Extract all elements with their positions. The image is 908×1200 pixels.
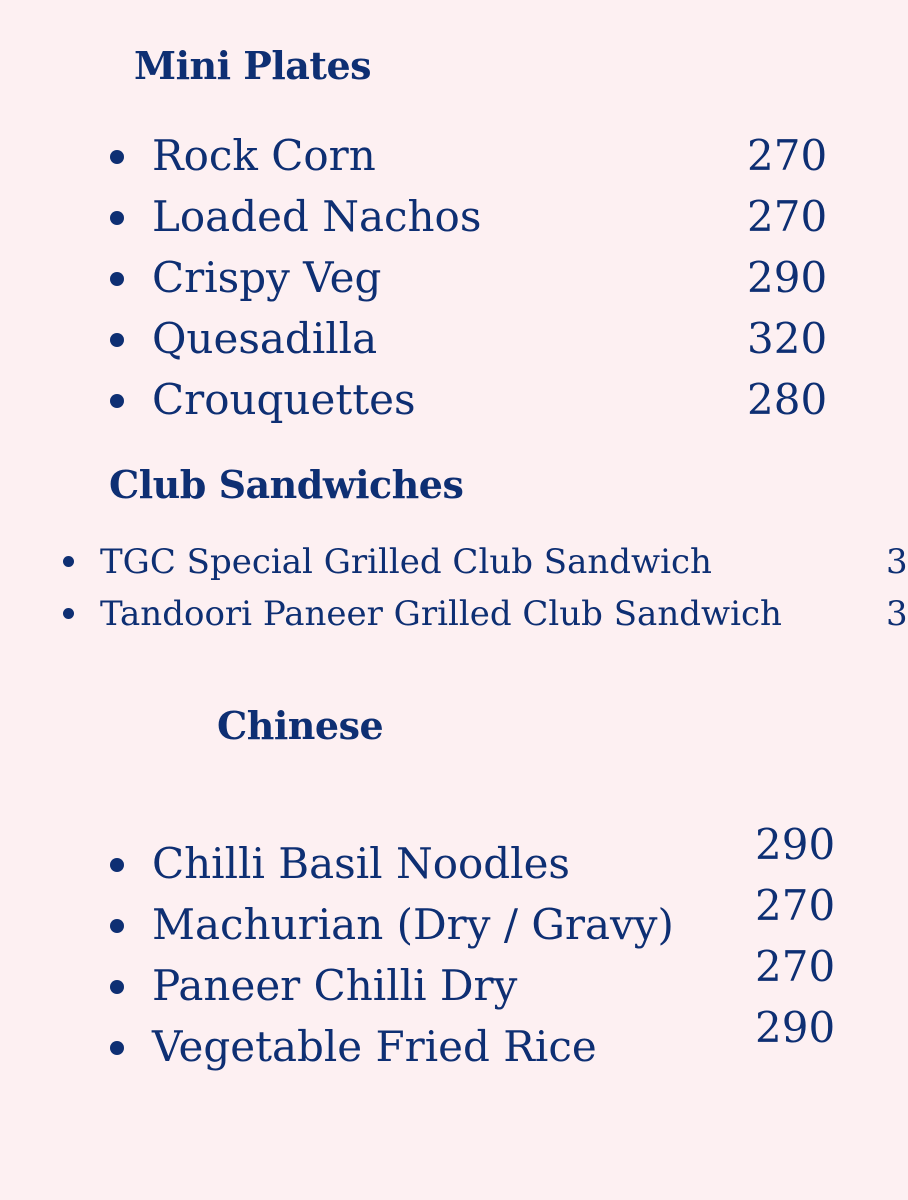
- item-price: 270: [747, 192, 828, 241]
- chinese-price-column: [755, 814, 875, 1058]
- item-name: Tandoori Paneer Grilled Club Sandwich: [100, 594, 782, 634]
- item-name: Chilli Basil Noodles: [152, 839, 570, 888]
- item-price: 290: [755, 820, 836, 869]
- bullet-icon: [110, 858, 124, 872]
- bullet-icon: [110, 394, 124, 408]
- item-price: 280: [747, 375, 828, 424]
- menu-item: [110, 247, 830, 308]
- bullet-icon: [63, 608, 74, 619]
- mini-plates-list: [110, 125, 830, 430]
- item-price: 320: [747, 314, 828, 363]
- item-price: 290: [755, 1003, 836, 1052]
- menu-item: [63, 537, 908, 589]
- menu-item: [110, 125, 830, 186]
- item-price: 270: [747, 131, 828, 180]
- item-name: TGC Special Grilled Club Sandwich: [100, 542, 712, 582]
- menu-item: [110, 1016, 730, 1077]
- section-title-club-sandwiches: Club Sandwiches: [109, 462, 464, 507]
- club-sandwiches-list: [63, 537, 908, 641]
- bullet-icon: [63, 556, 74, 567]
- menu-item: [110, 833, 730, 894]
- item-price: 3: [886, 594, 908, 634]
- bullet-icon: [110, 150, 124, 164]
- chinese-list: [110, 833, 730, 1077]
- item-name: Loaded Nachos: [152, 192, 482, 241]
- bullet-icon: [110, 333, 124, 347]
- bullet-icon: [110, 1041, 124, 1055]
- item-name: Paneer Chilli Dry: [152, 961, 518, 1010]
- item-name: Crispy Veg: [152, 253, 382, 302]
- bullet-icon: [110, 980, 124, 994]
- bullet-icon: [110, 919, 124, 933]
- item-name: Crouquettes: [152, 375, 416, 424]
- item-name: Quesadilla: [152, 314, 378, 363]
- section-title-chinese: Chinese: [217, 703, 384, 748]
- item-name: Machurian (Dry / Gravy): [152, 900, 674, 949]
- section-title-mini-plates: Mini Plates: [134, 43, 372, 88]
- menu-item: [110, 369, 830, 430]
- menu-item: [110, 308, 830, 369]
- item-price: 270: [755, 881, 836, 930]
- menu-item: [110, 186, 830, 247]
- bullet-icon: [110, 272, 124, 286]
- item-price: 3: [886, 542, 908, 582]
- menu-item: [110, 955, 730, 1016]
- menu-item: [63, 589, 908, 641]
- menu-item: [110, 894, 730, 955]
- item-name: Vegetable Fried Rice: [152, 1022, 597, 1071]
- item-name: Rock Corn: [152, 131, 376, 180]
- item-price: 290: [747, 253, 828, 302]
- bullet-icon: [110, 211, 124, 225]
- item-price: 270: [755, 942, 836, 991]
